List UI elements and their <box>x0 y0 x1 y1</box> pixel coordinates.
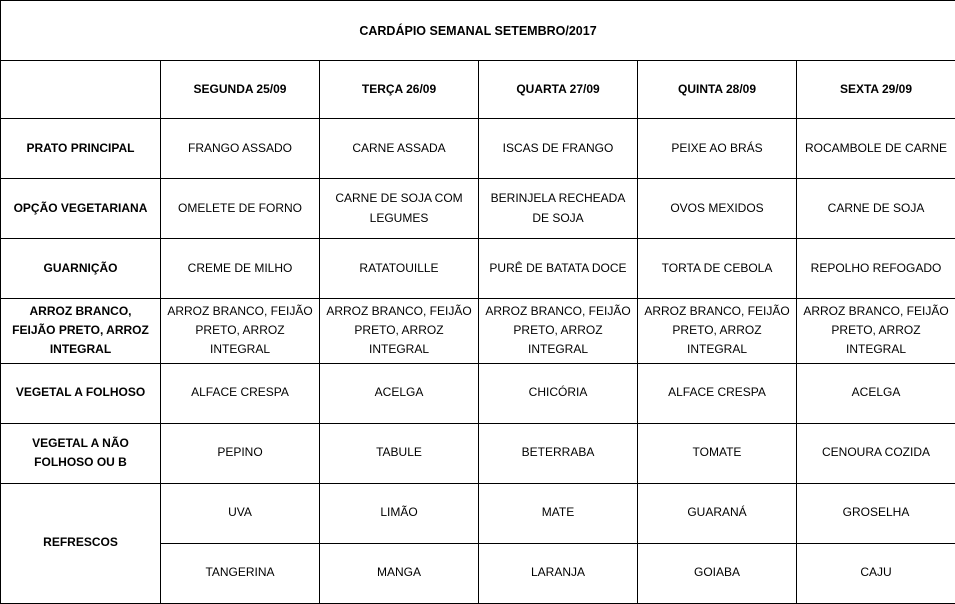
table-row <box>1 119 955 179</box>
row-label-arroz-feijao: ARROZ BRANCO, FEIJÃO PRETO, ARROZ INTEGRAL <box>1 299 161 364</box>
menu-cell: ACELGA <box>320 363 479 423</box>
menu-cell: FRANGO ASSADO <box>161 119 320 179</box>
menu-cell: GROSELHA <box>797 483 955 543</box>
menu-cell: ROCAMBOLE DE CARNE <box>797 119 955 179</box>
menu-cell: ALFACE CRESPA <box>638 363 797 423</box>
menu-cell: ARROZ BRANCO, FEIJÃO PRETO, ARROZ INTEGRAL <box>797 299 955 364</box>
menu-cell: CARNE DE SOJA <box>797 179 955 239</box>
menu-cell: PEPINO <box>161 423 320 483</box>
header-empty-cell <box>1 61 161 119</box>
column-header-quarta: QUARTA 27/09 <box>479 61 638 119</box>
row-label-refrescos: REFRESCOS <box>1 483 161 603</box>
menu-cell: OVOS MEXIDOS <box>638 179 797 239</box>
menu-cell: CARNE DE SOJA COM LEGUMES <box>320 179 479 239</box>
column-header-quinta: QUINTA 28/09 <box>638 61 797 119</box>
menu-cell: PEIXE AO BRÁS <box>638 119 797 179</box>
menu-cell: CREME DE MILHO <box>161 239 320 299</box>
row-label-guarnicao: GUARNIÇÃO <box>1 239 161 299</box>
menu-cell: REPOLHO REFOGADO <box>797 239 955 299</box>
row-label-vegetal-nao-folhoso: VEGETAL A NÃO FOLHOSO OU B <box>1 423 161 483</box>
row-label-prato-principal: PRATO PRINCIPAL <box>1 119 161 179</box>
menu-cell: BERINJELA RECHEADA DE SOJA <box>479 179 638 239</box>
table-row <box>1 239 955 299</box>
table-row <box>1 363 955 423</box>
menu-cell: BETERRABA <box>479 423 638 483</box>
menu-cell: CHICÓRIA <box>479 363 638 423</box>
menu-cell: MANGA <box>320 543 479 603</box>
column-header-segunda: SEGUNDA 25/09 <box>161 61 320 119</box>
menu-cell: TORTA DE CEBOLA <box>638 239 797 299</box>
column-header-sexta: SEXTA 29/09 <box>797 61 955 119</box>
menu-cell: OMELETE DE FORNO <box>161 179 320 239</box>
menu-cell: UVA <box>161 483 320 543</box>
menu-cell: TOMATE <box>638 423 797 483</box>
menu-cell: ARROZ BRANCO, FEIJÃO PRETO, ARROZ INTEGRAL <box>320 299 479 364</box>
menu-cell: ALFACE CRESPA <box>161 363 320 423</box>
menu-cell: ISCAS DE FRANGO <box>479 119 638 179</box>
table-row <box>1 483 955 543</box>
menu-cell: RATATOUILLE <box>320 239 479 299</box>
menu-cell: CAJU <box>797 543 955 603</box>
table-row <box>1 179 955 239</box>
menu-cell: PURÊ DE BATATA DOCE <box>479 239 638 299</box>
menu-cell: ARROZ BRANCO, FEIJÃO PRETO, ARROZ INTEGRAL <box>638 299 797 364</box>
table-row <box>1 299 955 364</box>
menu-cell: ACELGA <box>797 363 955 423</box>
menu-cell: TABULE <box>320 423 479 483</box>
menu-cell: ARROZ BRANCO, FEIJÃO PRETO, ARROZ INTEGRAL <box>161 299 320 364</box>
menu-cell: GUARANÁ <box>638 483 797 543</box>
menu-cell: LARANJA <box>479 543 638 603</box>
page-title: CARDÁPIO SEMANAL SETEMBRO/2017 <box>1 1 955 61</box>
row-label-vegetal-folhoso: VEGETAL A FOLHOSO <box>1 363 161 423</box>
menu-cell: CENOURA COZIDA <box>797 423 955 483</box>
menu-cell: TANGERINA <box>161 543 320 603</box>
row-label-opcao-vegetariana: OPÇÃO VEGETARIANA <box>1 179 161 239</box>
menu-cell: ARROZ BRANCO, FEIJÃO PRETO, ARROZ INTEGRAL <box>479 299 638 364</box>
menu-cell: MATE <box>479 483 638 543</box>
menu-cell: CARNE ASSADA <box>320 119 479 179</box>
column-header-terca: TERÇA 26/09 <box>320 61 479 119</box>
menu-cell: LIMÃO <box>320 483 479 543</box>
menu-cell: GOIABA <box>638 543 797 603</box>
table-row <box>1 423 955 483</box>
